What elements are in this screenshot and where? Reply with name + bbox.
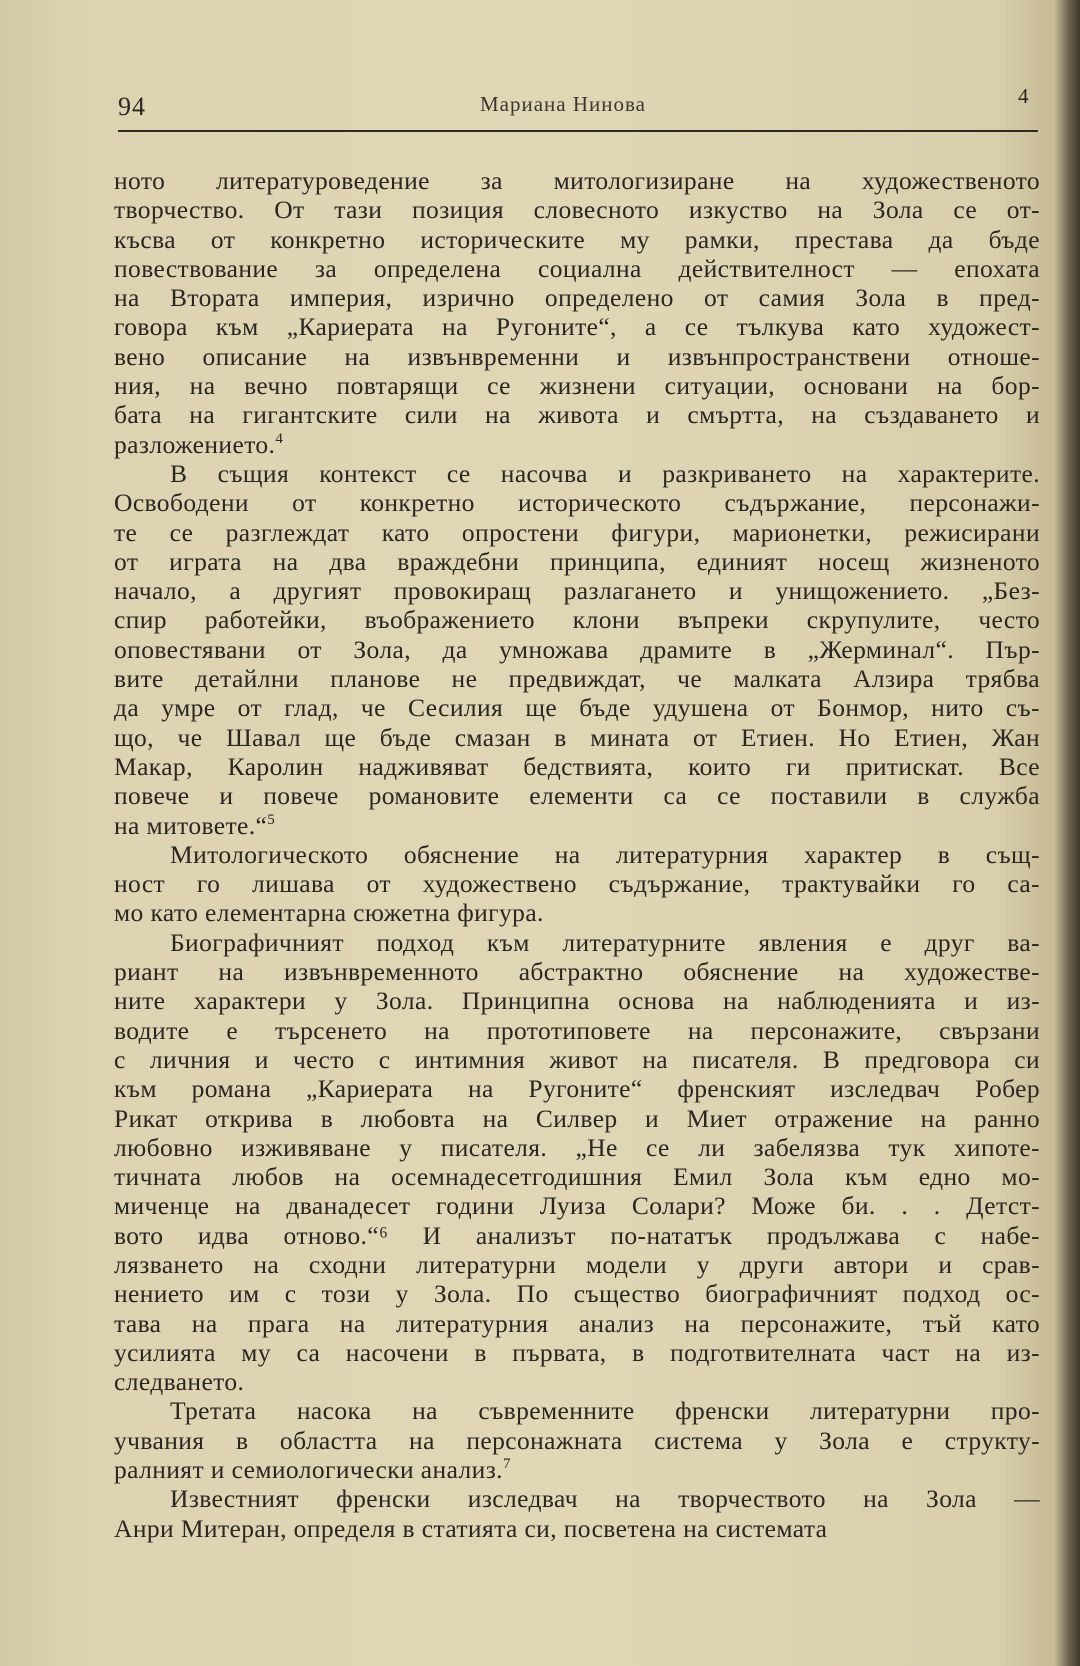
header-rule [118,130,1038,132]
text-line: Анри Митеран, определя в статията си, посветена на системата [114,1513,828,1543]
paragraph [114,166,1040,459]
text-line: що, че Шавал ще бъде смазан в мината от Етиен. Но Етиен, Жан [114,722,1040,752]
text-line: ния, на вечно повтарящи се жизнени ситуации, основани на бор- [114,371,1040,401]
text-line: повече и повече романовите елементи са се поставили в служба [114,781,1040,811]
text-line: спир работейки, въображението клони въпреки скрупулите, често [114,605,1040,635]
footnote-marker: 4 [275,430,284,447]
text-line: разложението.$^4$ [114,429,284,459]
text-line: лязването на сходни литературни модели у други автори и срав- [114,1249,1040,1279]
text-line: Освободени от конкретно историческото съдържание, персонажи- [114,488,1040,518]
text-line: ните характери у Зола. Принципна основа на наблюденията и из- [114,986,1040,1016]
text-line: творчество. От тази позиция словесното изкуство на Зола се от- [114,195,1040,225]
page-header [118,84,1038,124]
text-line: те се разглеждат като опростени фигури, марионетки, режисирани [114,517,1040,547]
text-line: на митовете.“$^5$ [114,810,276,840]
paragraph [114,1396,1040,1484]
chapter-number: 4 [1018,84,1029,108]
footnote-marker: 5 [267,811,276,828]
text-line: бата на гигантските сили на живота и смъртта, на създаването и [114,400,1040,430]
running-title: Мариана Нинова [480,92,646,116]
text-line: следването. [114,1367,245,1397]
text-line: вено описание на извънвременни и извънпространствени отноше- [114,341,1040,371]
paragraph [114,1484,1040,1543]
text-line: водите е търсенето на прототиповете на персонажите, свързани [114,1015,1040,1045]
text-line: с личния и често с интимния живот на писателя. В предговора си [114,1044,1040,1074]
text-line: учвания в областта на персонажната система у Зола е структу- [114,1425,1040,1455]
text-line: Макар, Каролин надживяват бедствията, които ги притискат. Все [114,751,1040,781]
text-line: късва от конкретно историческите му рамки, престава да бъде [114,224,1040,254]
text-line: Известният френски изследвач на творчеството на Зола — [170,1484,1040,1514]
text-line: Третата насока на съвременните френски литературни про- [170,1396,1040,1426]
text-line: В същия контекст се насочва и разкриването на характерите. [170,458,1040,488]
text-line: тава на прага на литературния анализ на персонажите, тъй като [114,1308,1040,1338]
page-number: 94 [118,92,146,121]
text-line: към романа „Кариерата на Ругоните“ френският изследвач Робер [114,1074,1040,1104]
text-line: ралният и семиологически анализ.$^7$ [114,1455,511,1485]
text-line: ното литературоведение за митологизиране на художественото [114,166,1040,195]
paragraph [114,459,1040,840]
body-text [114,166,1040,1543]
text-line: Рикат открива в любовта на Силвер и Миет отражение на ранно [114,1103,1040,1133]
text-line: да умре от глад, че Сесилия ще бъде удушена от Бонмор, нито съ- [114,693,1040,723]
footnote-marker: 7 [502,1456,511,1473]
text-line: риант на извънвременното абстрактно обяснение на художестве- [114,957,1040,987]
text-line: говора към „Кариерата на Ругоните“, а се тълкува като художест- [114,312,1040,342]
text-line: любовно изживяване у писателя. „Не се ли забелязва тук хипоте- [114,1132,1040,1162]
text-line: миченце на дванадесет години Луиза Солари? Може би. . . Детст- [114,1191,1040,1221]
text-line: нението им с този у Зола. По същество биографичният подход ос- [114,1279,1040,1309]
text-line: усилията му са насочени в първата, в подготвителната част на из- [114,1337,1040,1367]
text-line: вите детайлни планове не предвиждат, че малката Алзира трябва [114,664,1040,694]
text-line: на Втората империя, изрично определено от самия Зола в пред- [114,283,1040,313]
paragraph [114,840,1040,928]
text-line: от играта на два враждебни принципа, единият носещ жизненото [114,546,1040,576]
text-line: Биографичният подход към литературните явления е друг ва- [170,927,1040,957]
text-line: повествование за определена социална действителност — епохата [114,253,1040,283]
text-line: мо като елементарна сюжетна фигура. [114,898,544,928]
paragraph [114,928,1040,1397]
binding-edge [1054,0,1080,1666]
text-line: начало, а другият провокиращ разлагането и унищожението. „Без- [114,576,1040,606]
text-line: ност го лишава от художествено съдържание, трактувайки го са- [114,869,1040,899]
text-line: тичната любов на осемнадесетгодишния Емил Зола към едно мо- [114,1162,1040,1192]
text-line: оповестявани от Зола, да умножава драмите в „Жерминал“. Пър- [114,634,1040,664]
text-line: Митологическото обяснение на литературния характер в същ- [170,839,1040,869]
text-line: вото идва отново.“⁶ И анализът по-нататък продължава с набе- [114,1220,1040,1250]
